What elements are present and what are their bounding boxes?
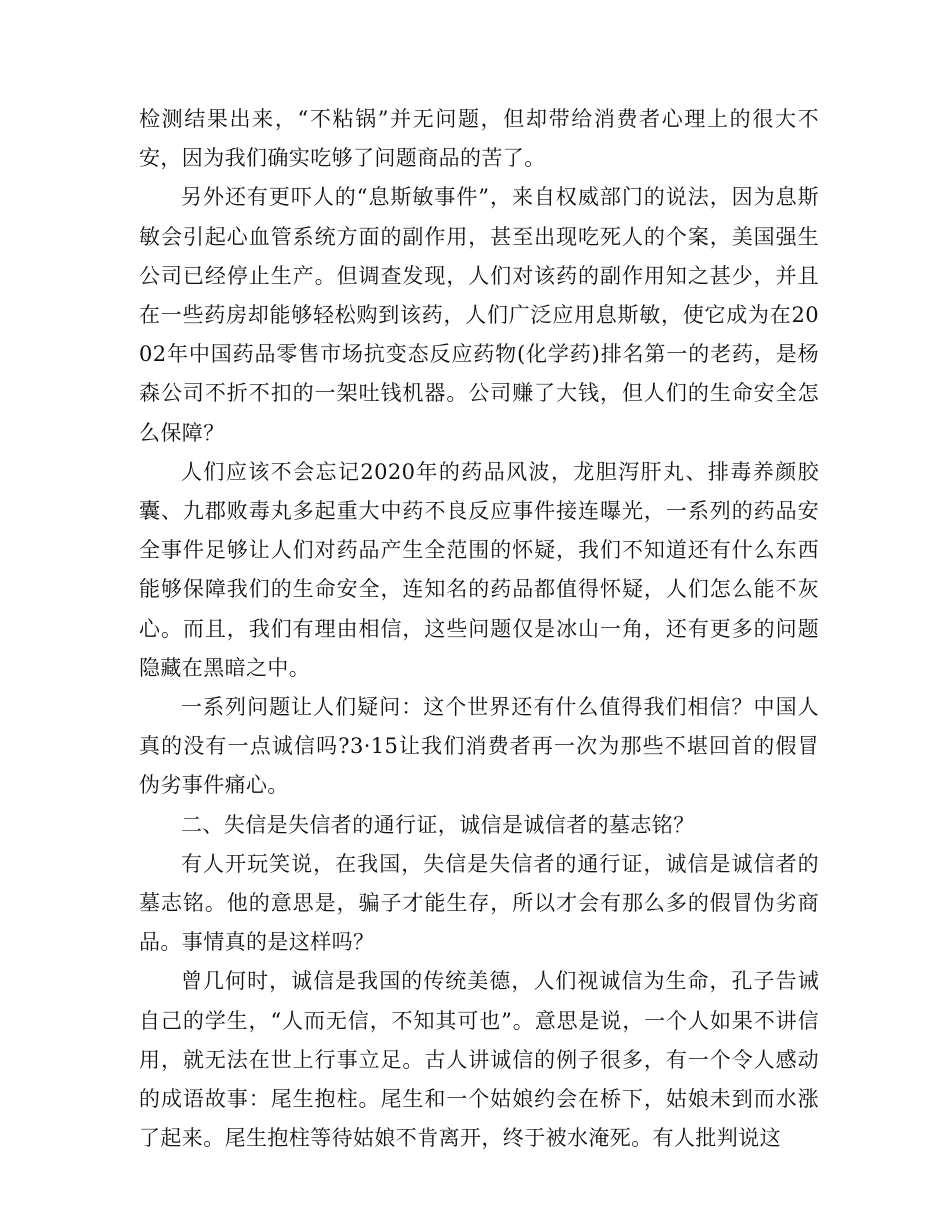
paragraph-tradition: 曾几何时，诚信是我国的传统美德，人们视诚信为生命，孔子告诫自己的学生，“人而无信，不知其可也”。意思是说，一个人如果不讲信用，就无法在世上行事立足。古人讲诚信的例子很多，有一个令人感动的成语故事：尾生抱柱。尾生和一个姑娘约会在桥下，姑娘未到而水涨了起来。尾生抱柱等待姑娘不肯离开，终于被水淹死。有人批判说这 — [139, 969, 819, 1151]
document-body — [139, 100, 819, 1158]
paragraph-drug-crisis: 人们应该不会忘记2020年的药品风波，龙胆泻肝丸、排毒养颜胶囊、九郡败毒丸多起重大中药不良反应事件接连曝光，一系列的药品安全事件足够让人们对药品产生全范围的怀疑，我们不知道还有什么东西能够保障我们的生命安全，连知名的药品都值得怀疑，人们怎么能不灰心。而且，我们有理由相信，这些问题仅是冰山一角，还有更多的问题隐藏在黑暗之中。 — [139, 459, 819, 680]
section-heading: 二、失信是失信者的通行证，诚信是诚信者的墓志铭？ — [181, 812, 695, 837]
paragraph-sisimin-incident: 另外还有更吓人的“息斯敏事件”，来自权威部门的说法，因为息斯敏会引起心血管系统方面的副作用，甚至出现吃死人的个案，美国强生公司已经停止生产。但调查发现，人们对该药的副作用知之甚少，并且在一些药房却能够轻松购到该药，人们广泛应用息斯敏，使它成为在2002年中国药品零售市场抗变态反应药物(化学药)排名第一的老药，是杨森公司不折不扣的一架吐钱机器。公司赚了大钱，但人们的生命安全怎么保障？ — [139, 185, 819, 445]
paragraph-joke: 有人开玩笑说，在我国，失信是失信者的通行证，诚信是诚信者的墓志铭。他的意思是，骗子才能生存，所以才会有那么多的假冒伪劣商品。事情真的是这样吗？ — [139, 851, 819, 955]
paragraph-questions: 一系列问题让人们疑问：这个世界还有什么值得我们相信？中国人真的没有一点诚信吗?3·15让我们消费者再一次为那些不堪回首的假冒伪劣事件痛心。 — [139, 695, 819, 798]
paragraph-continuation: 检测结果出来，“不粘锅”并无问题，但却带给消费者心理上的很大不安，因为我们确实吃够了问题商品的苦了。 — [139, 107, 819, 171]
